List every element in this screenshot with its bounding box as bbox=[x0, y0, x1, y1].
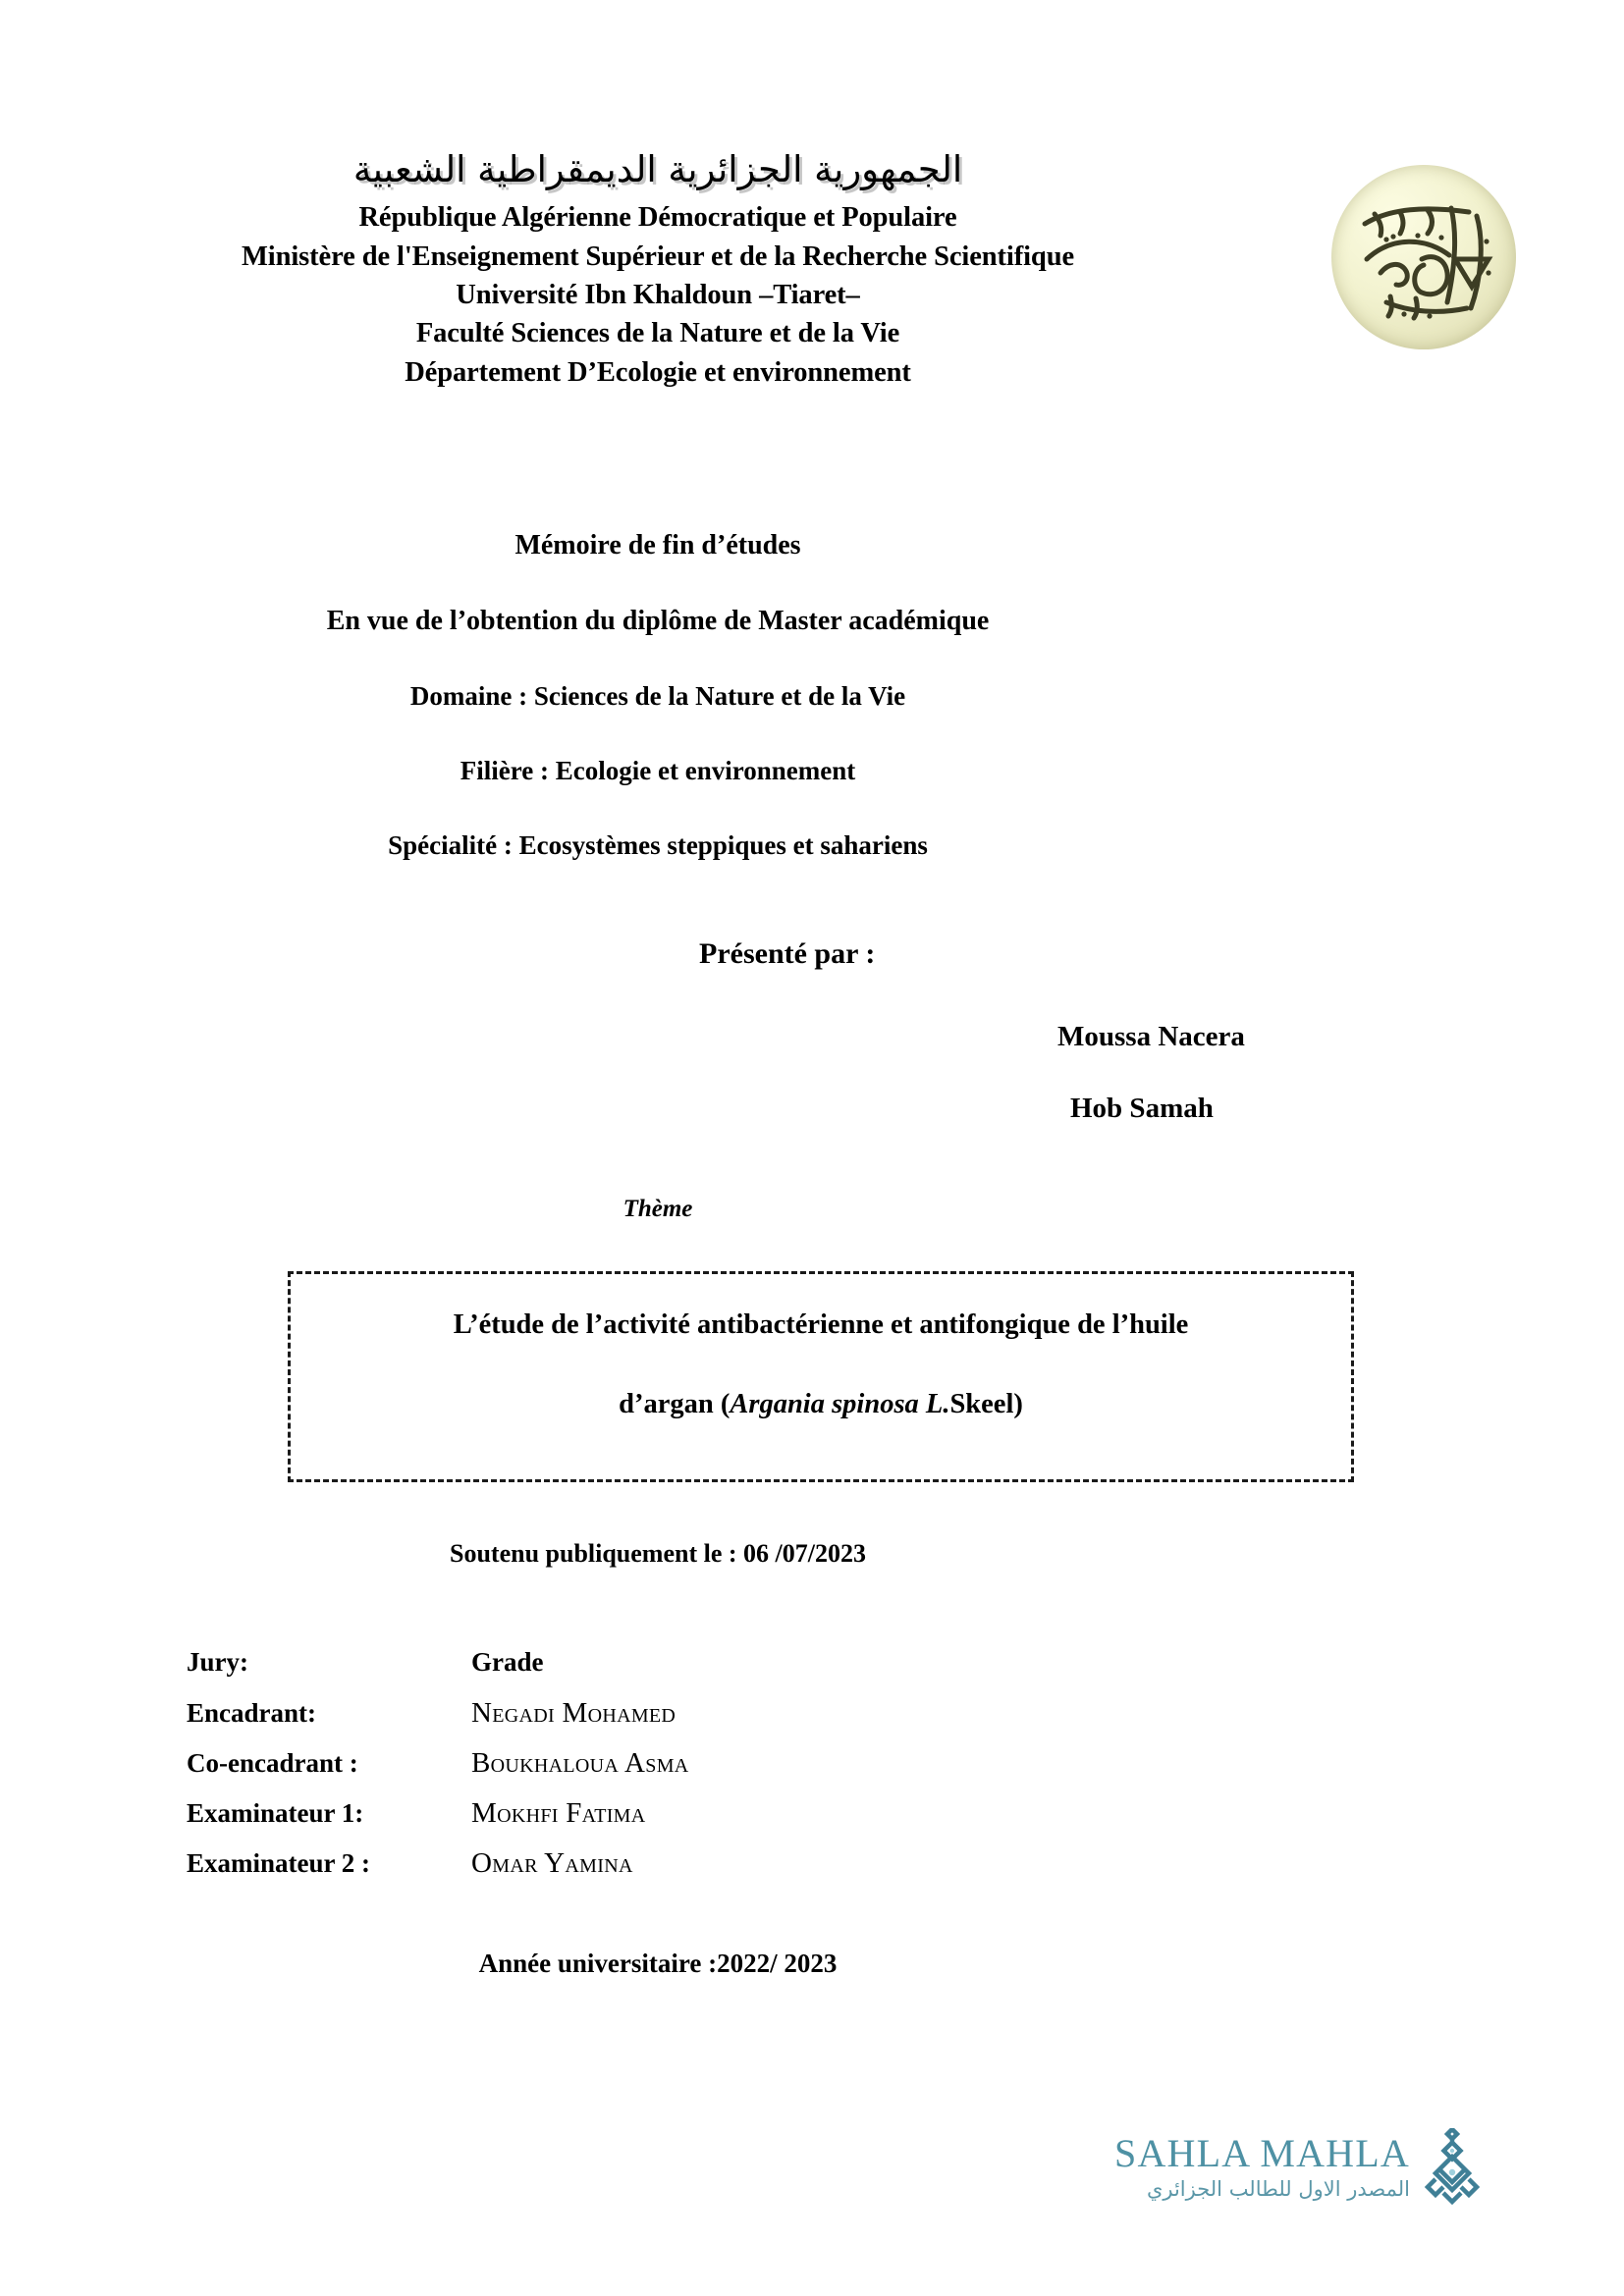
theme-title-line-2 bbox=[316, 1388, 1326, 1419]
arabic-republic-title: الجمهورية الجزائرية الديمقراطية الشعبية bbox=[352, 148, 963, 190]
theme-species-name: Argania spinosa L. bbox=[730, 1388, 950, 1419]
jury-name-examinateur-2: Omar Yamina bbox=[471, 1847, 633, 1879]
jury-role-encadrant: Encadrant: bbox=[187, 1698, 317, 1728]
institution-header bbox=[0, 147, 1316, 392]
degree-information bbox=[0, 530, 1316, 905]
theme-title-line-1: L’étude de l’activité antibactérienne et antifongique de l’huile bbox=[453, 1309, 1189, 1340]
theme-title-box bbox=[288, 1271, 1354, 1482]
jury-heading-label: Jury: bbox=[187, 1647, 248, 1677]
header-line-department: Département D’Ecologie et environnement bbox=[405, 356, 911, 388]
author-name-2: Hob Samah bbox=[1070, 1093, 1214, 1124]
header-line-ministry: Ministère de l'Enseignement Supérieur et de la Recherche Scientifique bbox=[241, 240, 1074, 272]
degree-memoir-line: Mémoire de fin d’études bbox=[514, 530, 801, 561]
header-line-faculty: Faculté Sciences de la Nature et de la Vie bbox=[415, 318, 900, 349]
degree-filiere-line: Filière : Ecologie et environnement bbox=[460, 756, 856, 785]
jury-role-examinateur-1: Examinateur 1: bbox=[187, 1798, 364, 1828]
jury-table bbox=[187, 1647, 1168, 1897]
sahla-mahla-watermark bbox=[1114, 2128, 1537, 2205]
degree-speciality-line: Spécialité : Ecosystèmes steppiques et sahariens bbox=[388, 830, 928, 860]
theme-label: Thème bbox=[623, 1196, 693, 1222]
jury-name-examinateur-1: Mokhfi Fatima bbox=[471, 1797, 646, 1829]
header-line-university: Université Ibn Khaldoun –Tiaret– bbox=[456, 279, 860, 310]
degree-domain-line: Domaine : Sciences de la Nature et de la Vie bbox=[409, 681, 906, 711]
watermark-subtitle: المصدر الاول للطالب الجزائري bbox=[1146, 2176, 1410, 2201]
table-row bbox=[187, 1847, 1168, 1897]
author-name-1: Moussa Nacera bbox=[1057, 1021, 1245, 1052]
degree-purpose-line: En vue de l’obtention du diplôme de Master académique bbox=[326, 606, 990, 636]
jury-name-encadrant: Negadi Mohamed bbox=[471, 1697, 677, 1729]
header-line-republic: République Algérienne Démocratique et Populaire bbox=[358, 202, 957, 234]
theme-line2-prefix: d’argan ( bbox=[619, 1388, 731, 1419]
theme-line2-suffix: Skeel) bbox=[949, 1388, 1023, 1419]
jury-name-co-encadrant: Boukhaloua Asma bbox=[471, 1747, 689, 1779]
sahla-mahla-emblem-icon bbox=[1420, 2128, 1485, 2205]
table-row bbox=[187, 1797, 1168, 1847]
presented-by-label: Présenté par : bbox=[699, 937, 876, 970]
table-row bbox=[187, 1697, 1168, 1747]
defense-date-line: Soutenu publiquement le : 06 /07/2023 bbox=[449, 1539, 866, 1568]
university-seal-icon bbox=[1331, 165, 1516, 349]
jury-role-co-encadrant: Co-encadrant : bbox=[187, 1748, 358, 1778]
jury-role-examinateur-2: Examinateur 2 : bbox=[187, 1848, 370, 1878]
watermark-title: SAHLA MAHLA bbox=[1114, 2130, 1410, 2175]
jury-heading-grade: Grade bbox=[471, 1647, 544, 1677]
table-row bbox=[187, 1747, 1168, 1797]
jury-heading-row bbox=[187, 1647, 1168, 1697]
academic-year-line: Année universitaire :2022/ 2023 bbox=[478, 1949, 838, 1978]
